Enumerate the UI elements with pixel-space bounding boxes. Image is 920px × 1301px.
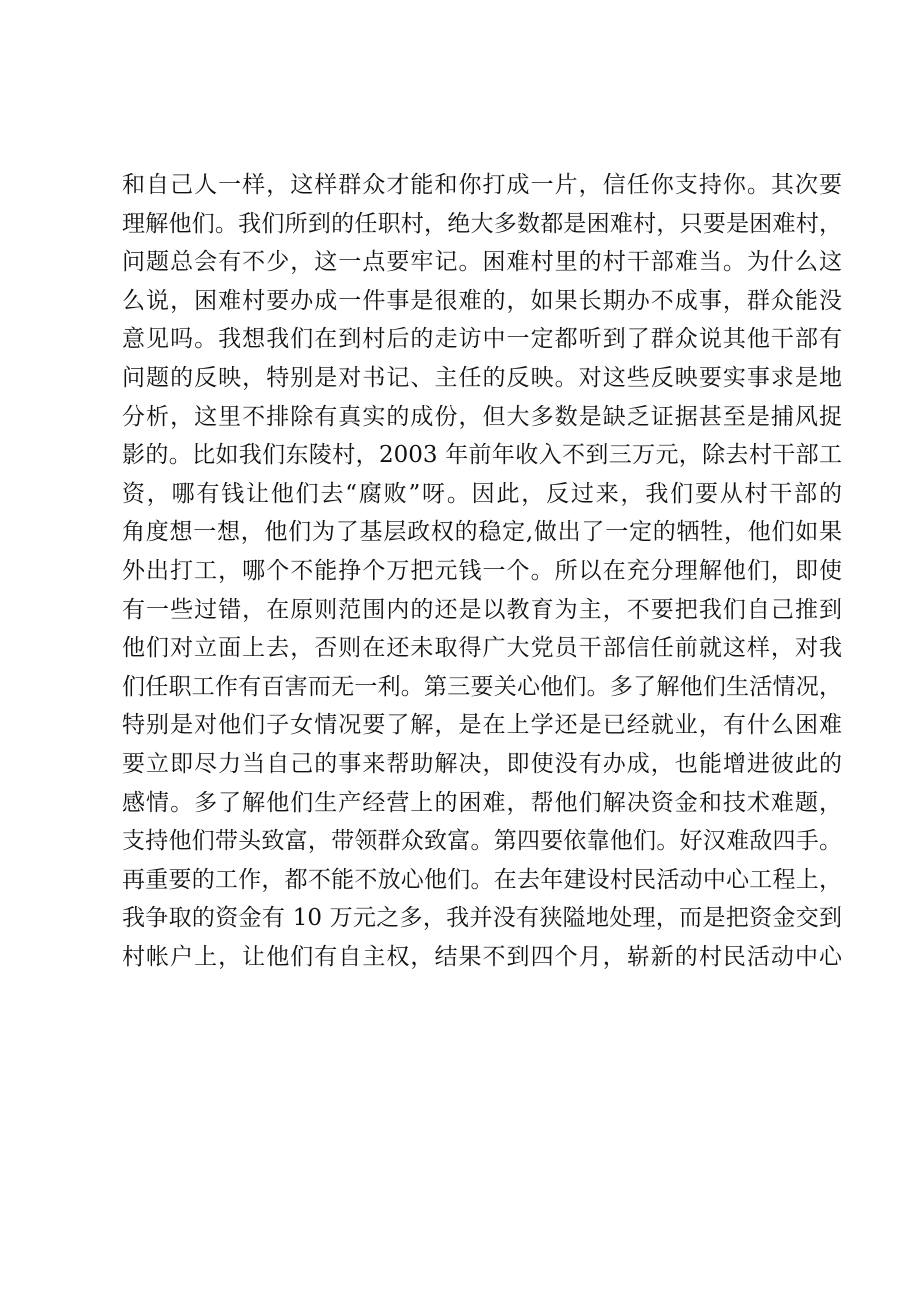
text-line: 我争取的资金有 10 万元之多，我并没有狭隘地处理，而是把资金交到 (122, 905, 842, 932)
text-line: 么说，困难村要办成一件事是很难的，如果长期办不成事，群众能没 (122, 287, 842, 314)
text-line: 他们对立面上去，否则在还未取得广大党员干部信任前就这样，对我 (122, 635, 842, 662)
text-line: 问题总会有不少，这一点要牢记。困难村里的村干部难当。为什么这 (122, 249, 842, 276)
text-line: 支持他们带头致富，带领群众致富。第四要依靠他们。好汉难敌四手。 (122, 828, 842, 855)
text-line: 有一些过错，在原则范围内的还是以教育为主，不要把我们自己推到 (122, 596, 842, 623)
text-line: 影的。比如我们东陵村，2003 年前年收入不到三万元，除去村干部工 (122, 442, 842, 469)
text-line: 要立即尽力当自己的事来帮助解决，即使没有办成，也能增进彼此的 (122, 750, 842, 777)
text-line: 再重要的工作，都不能不放心他们。在去年建设村民活动中心工程上， (122, 866, 842, 893)
text-line: 问题的反映，特别是对书记、主任的反映。对这些反映要实事求是地 (122, 364, 842, 391)
text-line: 村帐户上，让他们有自主权，结果不到四个月，崭新的村民活动中心 (122, 943, 842, 970)
text-line: 们任职工作有百害而无一利。第三要关心他们。多了解他们生活情况， (122, 673, 842, 700)
text-line: 外出打工，哪个不能挣个万把元钱一个。所以在充分理解他们，即使 (122, 557, 842, 584)
text-line: 理解他们。我们所到的任职村，绝大多数都是困难村，只要是困难村， (122, 210, 842, 237)
text-line: 角度想一想，他们为了基层政权的稳定,做出了一定的牺牲，他们如果 (122, 519, 842, 546)
text-line: 资，哪有钱让他们去“腐败”呀。因此，反过来，我们要从村干部的 (122, 480, 842, 507)
text-line: 分析，这里不排除有真实的成份，但大多数是缺乏证据甚至是捕风捉 (122, 403, 842, 430)
text-line: 意见吗。我想我们在到村后的走访中一定都听到了群众说其他干部有 (122, 326, 842, 353)
body-text (122, 166, 842, 976)
text-line: 和自己人一样，这样群众才能和你打成一片，信任你支持你。其次要 (122, 172, 842, 198)
text-line: 特别是对他们子女情况要了解，是在上学还是已经就业，有什么困难 (122, 712, 842, 739)
text-line: 感情。多了解他们生产经营上的困难，帮他们解决资金和技术难题， (122, 789, 842, 816)
